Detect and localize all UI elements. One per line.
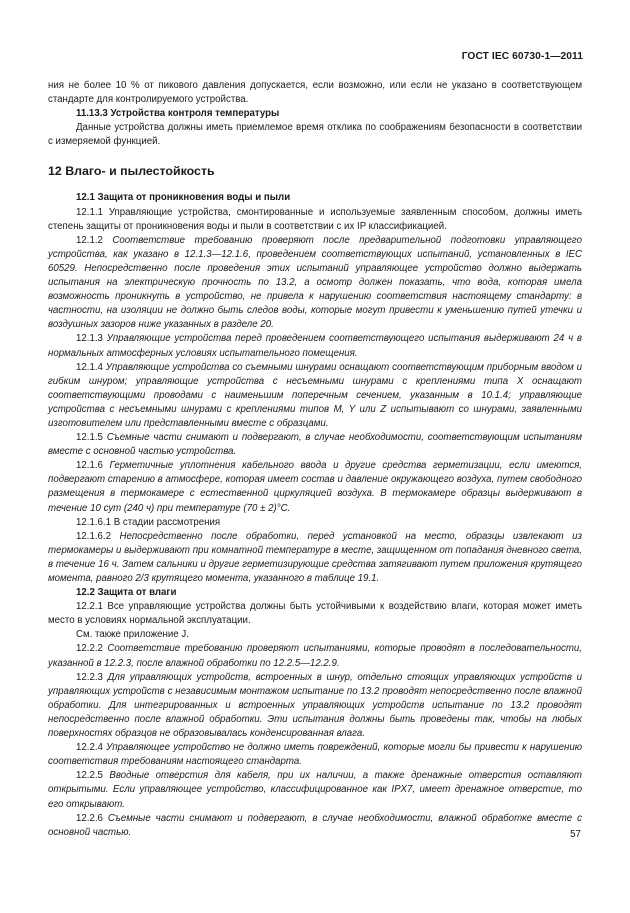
clause-number: 12.2.2 <box>76 643 108 655</box>
clause-text: Управляющие устройства перед проведением соответствующего испытания выдерживают 24 ч в нормальных атмосферных условиях испытательного помещения. <box>48 333 582 359</box>
section-12-title: 12 Влаго- и пылестойкость <box>48 164 215 179</box>
clause-number: 12.1.3 <box>76 333 107 345</box>
clause-number: 12.1.6.2 <box>76 530 120 542</box>
clause-text: Герметичные уплотнения кабельного ввода и другие средства герметизации, если имеются, подвергают старению в атмосфере, которая имеет состав и давление окружающего воздуха, путем свободного размещения в термокамере с естественной циркуляцией воздуха. В термокамере образцы выдерживают в течение 10 сут (240 ч) при температуре (70 ± 2)°C. <box>48 460 582 514</box>
clause-number: 12.2.6 <box>76 812 108 824</box>
paragraph-12-1-6-1: 12.1.6.1 В стадии рассмотрения <box>76 516 221 528</box>
clause-text: Непосредственно после обработки, перед установкой на место, образцы извлекают из термокамеры и выдерживают при комнатной температуре в месте, защищенном от попадания дневного света, в течение 16 ч. Затем сальники и другие герметизирующие средства затягивают путем приложения крутящего момента, равного 2/3 крутящего момента, указанного в таблице 19.1. <box>48 530 582 584</box>
page-number: 57 <box>570 829 581 840</box>
clause-number: 12.2.5 <box>76 770 110 782</box>
clause-text: Съемные части снимают и подвергают, в случае необходимости, влажной обработке вместе с основной частью. <box>48 812 582 838</box>
clause-text: Управляющие устройства со съемными шнурами оснащают соответствующим приборным вводом и гибким шнуром; управляющие устройства с несъемными шнурами с креплениями типа X оснащают соответствующими проводами с наименьшим поперечным сечением, указанным в 10.1.4; управляющие устройства с несъемными шнурами с креплениями типов M, Y или Z испытывают со шнурами, заявленными изготовителем или представленными вместе с образцами. <box>48 361 582 429</box>
paragraph-12-1-2 <box>48 234 582 333</box>
paragraph-12-1-4 <box>48 361 582 431</box>
paragraph-11-13-3: Данные устройства должны иметь приемлемое время отклика по соображениям безопасности в соответствии с измеряемой функцией. <box>48 122 582 148</box>
clause-number: 12.2.4 <box>76 742 107 754</box>
paragraph-12-2-5 <box>48 769 582 811</box>
paragraph-12-2-6 <box>48 812 582 840</box>
clause-text: Управляющее устройство не должно иметь повреждений, которые могли бы привести к нарушению соответствия требованиям настоящего стандарта. <box>48 742 582 768</box>
clause-text: Вводные отверстия для кабеля, при их наличии, а также дренажные отверстия оставляют открытыми. Если управляющее устройство, классифицированное как IPX7, имеет дренажное отверстие, то его открывают. <box>48 770 582 810</box>
paragraph-12-2-1: 12.2.1 Все управляющие устройства должны быть устойчивыми к воздействию влаги, которая может иметь место в условиях нормальной эксплуатации. <box>48 601 582 627</box>
clause-text: Съемные части снимают и подвергают, в случае необходимости, соответствующим испытаниям вместе с основной частью устройства. <box>48 432 582 458</box>
standard-designation: ГОСТ IEC 60730-1—2011 <box>461 51 583 62</box>
paragraph-12-2-3 <box>48 671 582 741</box>
paragraph-12-1-3 <box>48 332 582 360</box>
clause-number: 12.1.4 <box>76 361 106 373</box>
heading-11-13-3: 11.13.3 Устройства контроля температуры <box>76 108 280 120</box>
clause-text: Соответствие требованию проверяют испытаниями, которые проводят в последовательности, указанной в 12.2.3, после влажной обработки по 12.2.5—12.2.9. <box>48 643 582 669</box>
clause-text: Соответствие требованию проверяют после предварительной подготовки управляющего устройства, как указано в 12.1.3—12.1.6, проведением соответствующих испытаний, установленных в IEC 60529. Непосредственно после проведения этих испытаний управляющее устройство должно выдержать испытания на электрическую прочность по 13.2, а осмотр должен показать, что вода, которая имела возможность проникнуть в устройство, не привела к нарушению соответствия настоящему стандарту: в частности, на изоляции не должно быть следов воды, которые могут привести к уменьшению путей утечки и воздушных зазоров ниже указанных в разделе 20. <box>48 234 582 331</box>
paragraph-see-also: См. также приложение J. <box>76 629 189 641</box>
paragraph-12-2-2 <box>48 642 582 670</box>
clause-number: 12.1.6 <box>76 460 110 472</box>
page-body <box>48 79 582 840</box>
heading-12-1: 12.1 Защита от проникновения воды и пыли <box>76 192 291 204</box>
paragraph-12-1-6-2 <box>48 530 582 586</box>
paragraph-12-1-6 <box>48 459 582 515</box>
clause-number: 12.2.3 <box>76 671 108 683</box>
clause-text: Для управляющих устройств, встроенных в шнур, отдельно стоящих управляющих устройств и управляющих устройств с независимым монтажом испытание по 13.2 проводят непосредственно после влажной обработки. Для интегрированных и встроенных управляющих устройств испытание по 13.2 проводят непосредственно после влажной обработки. Эти испытания должны быть проведены так, чтобы на любых поверхностях образцов не образовывалась конденсированная влага. <box>48 671 582 740</box>
clause-number: 12.1.5 <box>76 432 107 444</box>
paragraph-12-1-1: 12.1.1 Управляющие устройства, смонтированные и используемые заявленным способом, должны иметь степень защиты от проникновения воды и пыли в соответствии с их IP классификацией. <box>48 206 582 232</box>
paragraph-12-1-5 <box>48 431 582 459</box>
paragraph-continuation: ния не более 10 % от пикового давления допускается, если возможно, или если не указано в соответствующем стандарте для контролируемого устройства. <box>48 80 582 106</box>
paragraph-12-2-4 <box>48 741 582 769</box>
heading-12-2: 12.2 Защита от влаги <box>76 587 177 599</box>
clause-number: 12.1.2 <box>76 234 113 246</box>
